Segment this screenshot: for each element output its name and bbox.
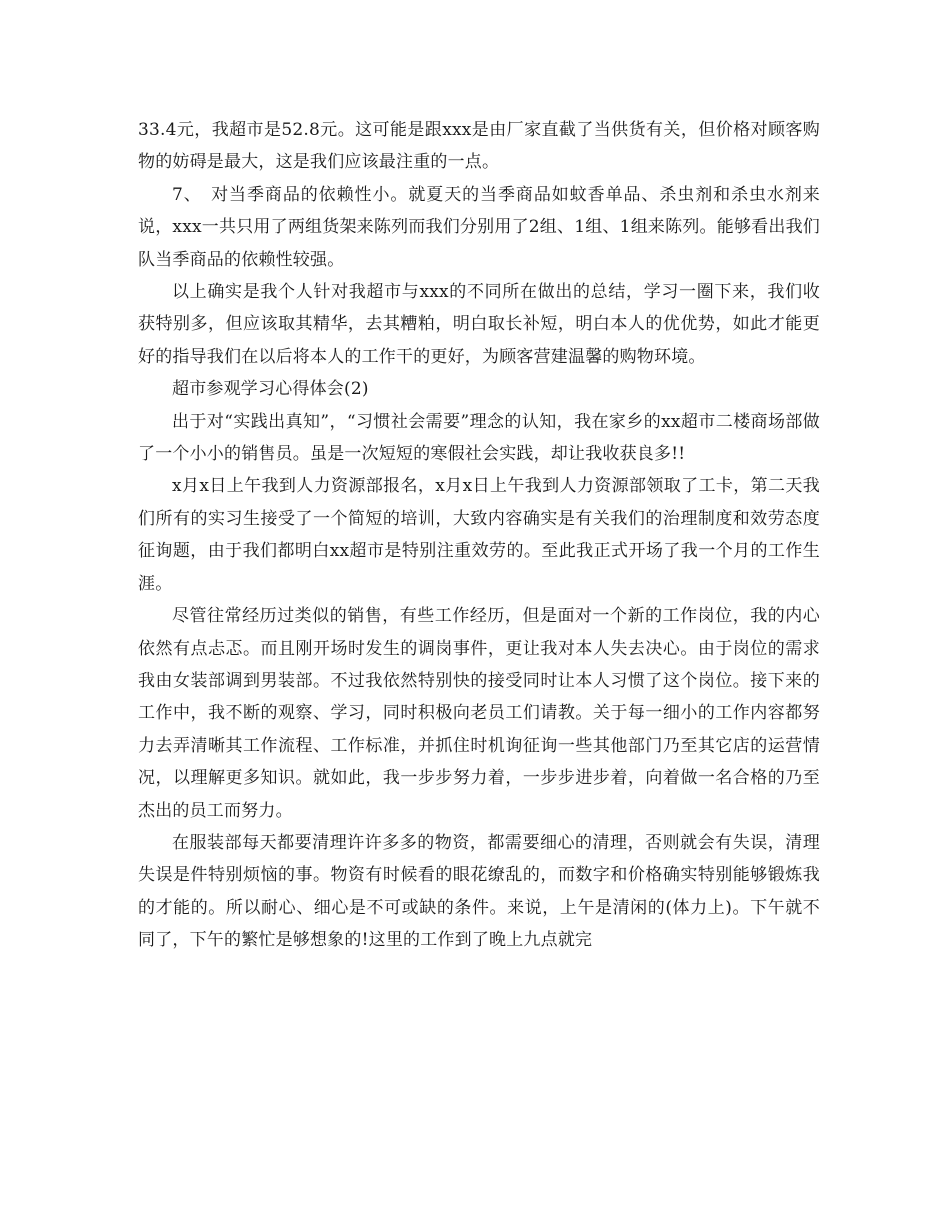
- paragraph-item-7: 7、 对当季商品的依赖性小。就夏天的当季商品如蚊香单品、杀虫剂和杀虫水剂来说，xxx一共只用了两组货架来陈列而我们分别用了2组、1组、1组来陈列。能够看出我们队当季商品的依赖性较强。: [138, 184, 820, 270]
- paragraph-clothing-department: 在服装部每天都要清理许许多多的物资，都需要细心的清理，否则就会有失误，清理失误是件特别烦恼的事。物资有时候看的眼花缭乱的，而数字和价格确实特别能够锻炼我的才能的。所以耐心、细心是不可或缺的条件。来说，上午是清闲的(体力上)。下午就不同了，下午的繁忙是够想象的!这里的工作到了晚上九点就完: [138, 832, 820, 951]
- paragraph-continuation: 33.4元，我超市是52.8元。这可能是跟xxx是由厂家直截了当供货有关，但价格对顾客购物的妨碍是最大，这是我们应该最注重的一点。: [138, 120, 820, 173]
- paragraph-registration: x月x日上午我到人力资源部报名，x月x日上午我到人力资源部领取了工卡，第二天我们所有的实习生接受了一个简短的培训，大致内容确实是有关我们的治理制度和效劳态度征询题，由于我们都明白xx超市是特别注重效劳的。至此我正式开场了我一个月的工作生涯。: [138, 476, 820, 594]
- paragraph-summary: 以上确实是我个人针对我超市与xxx的不同所在做出的总结，学习一圈下来，我们收获特别多，但应该取其精华，去其糟粕，明白取长补短，明白本人的优优势，如此才能更好的指导我们在以后将本人的工作干的更好，为顾客营建温馨的购物环境。: [138, 282, 820, 367]
- section-heading: 超市参观学习心得体会(2): [172, 379, 369, 400]
- document-body: [138, 114, 820, 957]
- paragraph-experience: 尽管往常经历过类似的销售，有些工作经历，但是面对一个新的工作岗位，我的内心依然有点忐忑。而且刚开场时发生的调岗事件，更让我对本人失去决心。由于岗位的需求我由女装部调到男装部。不过我依然特别快的接受同时让本人习惯了这个岗位。接下来的工作中，我不断的观察、学习，同时积极向老员工们请教。关于每一细小的工作内容都努力去弄清晰其工作流程、工作标准，并抓住时机询征询一些其他部门乃至其它店的运营情况，以理解更多知识。就如此，我一步步努力着，一步步进步着，向着做一名合格的乃至杰出的员工而努力。: [138, 606, 820, 821]
- paragraph-intro: 出于对“实践出真知”，“习惯社会需要”理念的认知，我在家乡的xx超市二楼商场部做了一个小小的销售员。虽是一次短短的寒假社会实践，却让我收获良多!!: [138, 411, 820, 465]
